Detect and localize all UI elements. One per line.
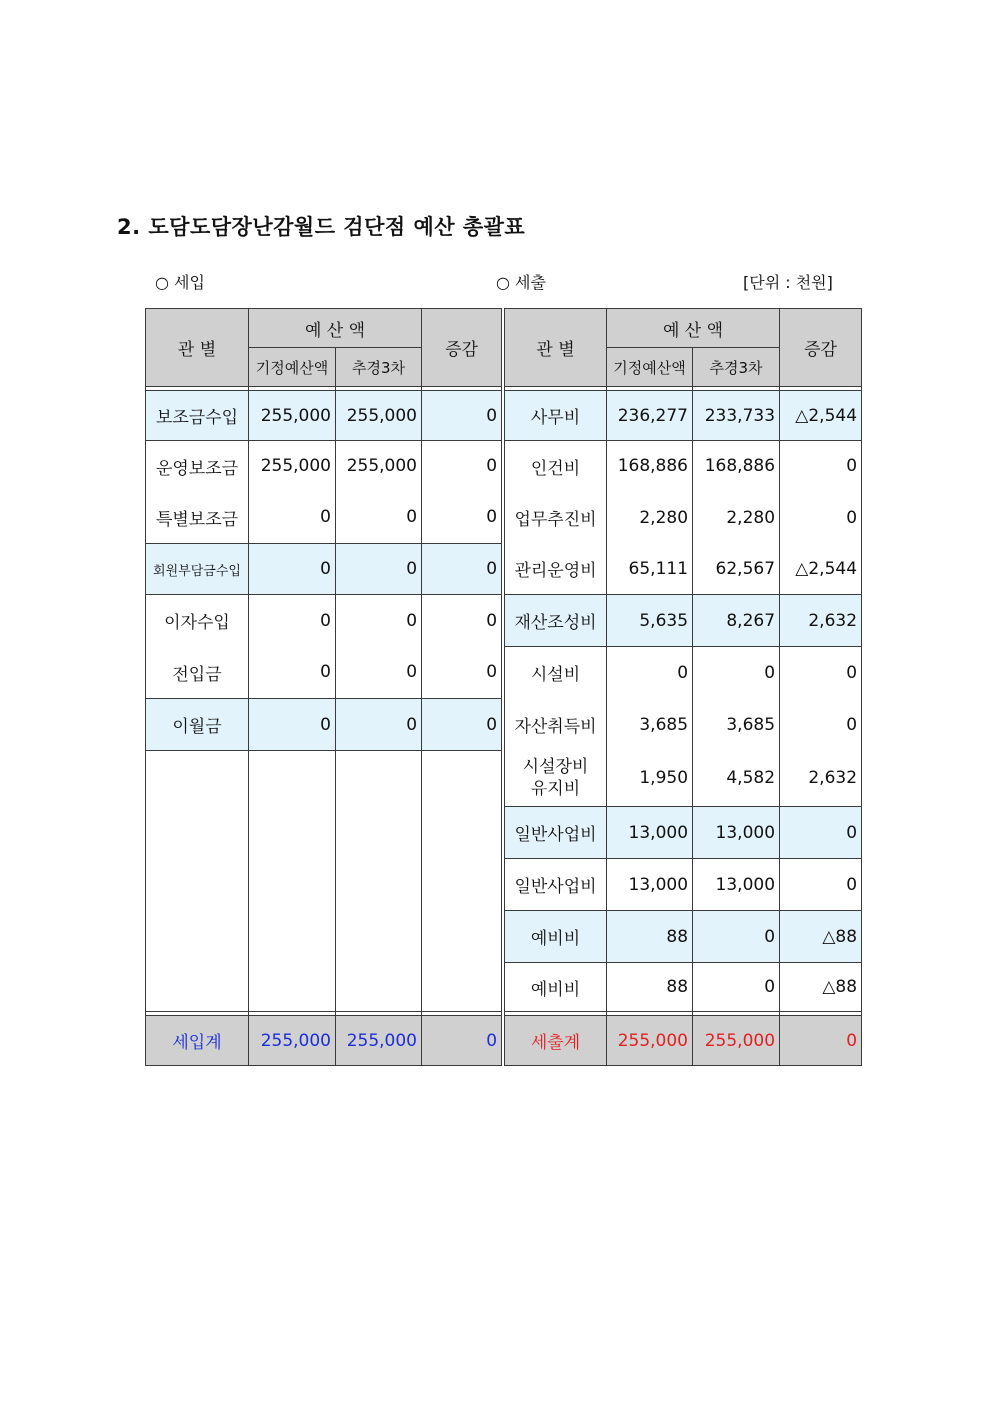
revenue-original: 0 (249, 647, 336, 699)
revenue-total-supp: 255,000 (336, 1016, 422, 1066)
table-row (146, 441, 862, 492)
expense-change: 0 (780, 699, 862, 751)
expense-label (505, 751, 607, 807)
budget-summary-table (145, 308, 862, 1066)
revenue-supp: 0 (336, 647, 422, 699)
expense-total-supp: 255,000 (693, 1016, 780, 1066)
expense-label: 인건비 (505, 441, 607, 492)
expense-label-line1: 시설장비 (522, 757, 589, 778)
expense-total-change: 0 (780, 1016, 862, 1066)
unit-label: [단위 : 천원] (743, 273, 833, 292)
expense-change: 0 (780, 441, 862, 492)
table-row (146, 699, 862, 751)
expense-supp: 4,582 (693, 751, 780, 807)
expense-supp: 8,267 (693, 595, 780, 647)
expense-supp: 62,567 (693, 544, 780, 595)
expense-label: 일반사업비 (505, 859, 607, 911)
expense-change: △2,544 (780, 544, 862, 595)
revenue-label: 보조금수입 (146, 391, 249, 441)
expense-label: 시설비 (505, 647, 607, 699)
expense-original: 2,280 (607, 492, 693, 544)
revenue-original-header: 기정예산액 (249, 348, 336, 387)
revenue-section-label: ○ 세입 (155, 273, 205, 292)
revenue-original: 0 (249, 544, 336, 595)
revenue-supp: 255,000 (336, 441, 422, 492)
expense-original: 168,886 (607, 441, 693, 492)
empty-cell (336, 751, 422, 1012)
table-row (146, 595, 862, 647)
expense-original: 3,685 (607, 699, 693, 751)
empty-cell (249, 751, 336, 1012)
revenue-total-change: 0 (422, 1016, 502, 1066)
expense-change: 0 (780, 492, 862, 544)
expense-change: 2,632 (780, 751, 862, 807)
expense-category-header: 관 별 (505, 309, 607, 387)
revenue-label: 회원부담금수입 (146, 544, 249, 595)
expense-original: 65,111 (607, 544, 693, 595)
expense-supp: 0 (693, 911, 780, 963)
revenue-original: 255,000 (249, 391, 336, 441)
revenue-budget-header: 예 산 액 (249, 309, 422, 348)
revenue-change: 0 (422, 492, 502, 544)
expense-change-header: 증감 (780, 309, 862, 387)
expense-change: 0 (780, 647, 862, 699)
revenue-category-header: 관 별 (146, 309, 249, 387)
page-title: 2. 도담도담장난감월드 검단점 예산 총괄표 (117, 215, 526, 239)
expense-total-original: 255,000 (607, 1016, 693, 1066)
revenue-label: 특별보조금 (146, 492, 249, 544)
expense-change: △2,544 (780, 391, 862, 441)
expense-original: 236,277 (607, 391, 693, 441)
expense-label: 사무비 (505, 391, 607, 441)
expense-supp: 13,000 (693, 859, 780, 911)
revenue-supp: 0 (336, 699, 422, 751)
empty-cell (422, 751, 502, 1012)
revenue-supp: 0 (336, 595, 422, 647)
revenue-change: 0 (422, 391, 502, 441)
expense-original: 5,635 (607, 595, 693, 647)
expense-label: 예비비 (505, 911, 607, 963)
revenue-original: 255,000 (249, 441, 336, 492)
expense-supp: 0 (693, 647, 780, 699)
table-row (146, 751, 862, 807)
expense-original: 13,000 (607, 859, 693, 911)
expense-change: 0 (780, 807, 862, 859)
expense-change: △88 (780, 963, 862, 1012)
expense-change: △88 (780, 911, 862, 963)
revenue-original: 0 (249, 699, 336, 751)
expense-budget-header: 예 산 액 (607, 309, 780, 348)
revenue-label: 이월금 (146, 699, 249, 751)
expense-supp: 233,733 (693, 391, 780, 441)
expense-original: 13,000 (607, 807, 693, 859)
revenue-supp: 0 (336, 492, 422, 544)
expense-original: 1,950 (607, 751, 693, 807)
table-row (146, 492, 862, 544)
expense-change: 2,632 (780, 595, 862, 647)
table-row (146, 647, 862, 699)
revenue-original: 0 (249, 595, 336, 647)
expense-change: 0 (780, 859, 862, 911)
empty-cell (146, 751, 249, 1012)
revenue-change: 0 (422, 595, 502, 647)
revenue-supp: 0 (336, 544, 422, 595)
expense-supp: 0 (693, 963, 780, 1012)
expense-original: 0 (607, 647, 693, 699)
revenue-change: 0 (422, 647, 502, 699)
revenue-total-original: 255,000 (249, 1016, 336, 1066)
revenue-original: 0 (249, 492, 336, 544)
expense-supp: 13,000 (693, 807, 780, 859)
header-row-1 (146, 309, 862, 348)
expense-original-header: 기정예산액 (607, 348, 693, 387)
revenue-total-label: 세입계 (146, 1016, 249, 1066)
expense-label: 자산취득비 (505, 699, 607, 751)
expense-label: 재산조성비 (505, 595, 607, 647)
expense-supp: 168,886 (693, 441, 780, 492)
expense-supp: 3,685 (693, 699, 780, 751)
expense-label: 업무추진비 (505, 492, 607, 544)
table-row (146, 544, 862, 595)
expense-original: 88 (607, 963, 693, 1012)
expense-label-line2: 유지비 (530, 779, 581, 800)
revenue-supp-header: 추경3차 (336, 348, 422, 387)
expense-total-label: 세출계 (505, 1016, 607, 1066)
expense-label: 관리운영비 (505, 544, 607, 595)
revenue-supp: 255,000 (336, 391, 422, 441)
expense-supp: 2,280 (693, 492, 780, 544)
expense-supp-header: 추경3차 (693, 348, 780, 387)
expense-label: 일반사업비 (505, 807, 607, 859)
table-row (146, 391, 862, 441)
revenue-change: 0 (422, 544, 502, 595)
revenue-change: 0 (422, 699, 502, 751)
expense-label: 예비비 (505, 963, 607, 1012)
revenue-change-header: 증감 (422, 309, 502, 387)
revenue-label: 전입금 (146, 647, 249, 699)
expense-original: 88 (607, 911, 693, 963)
totals-row (146, 1016, 862, 1066)
revenue-change: 0 (422, 441, 502, 492)
expense-section-label: ○ 세출 (496, 273, 546, 292)
revenue-label: 운영보조금 (146, 441, 249, 492)
revenue-label: 이자수입 (146, 595, 249, 647)
